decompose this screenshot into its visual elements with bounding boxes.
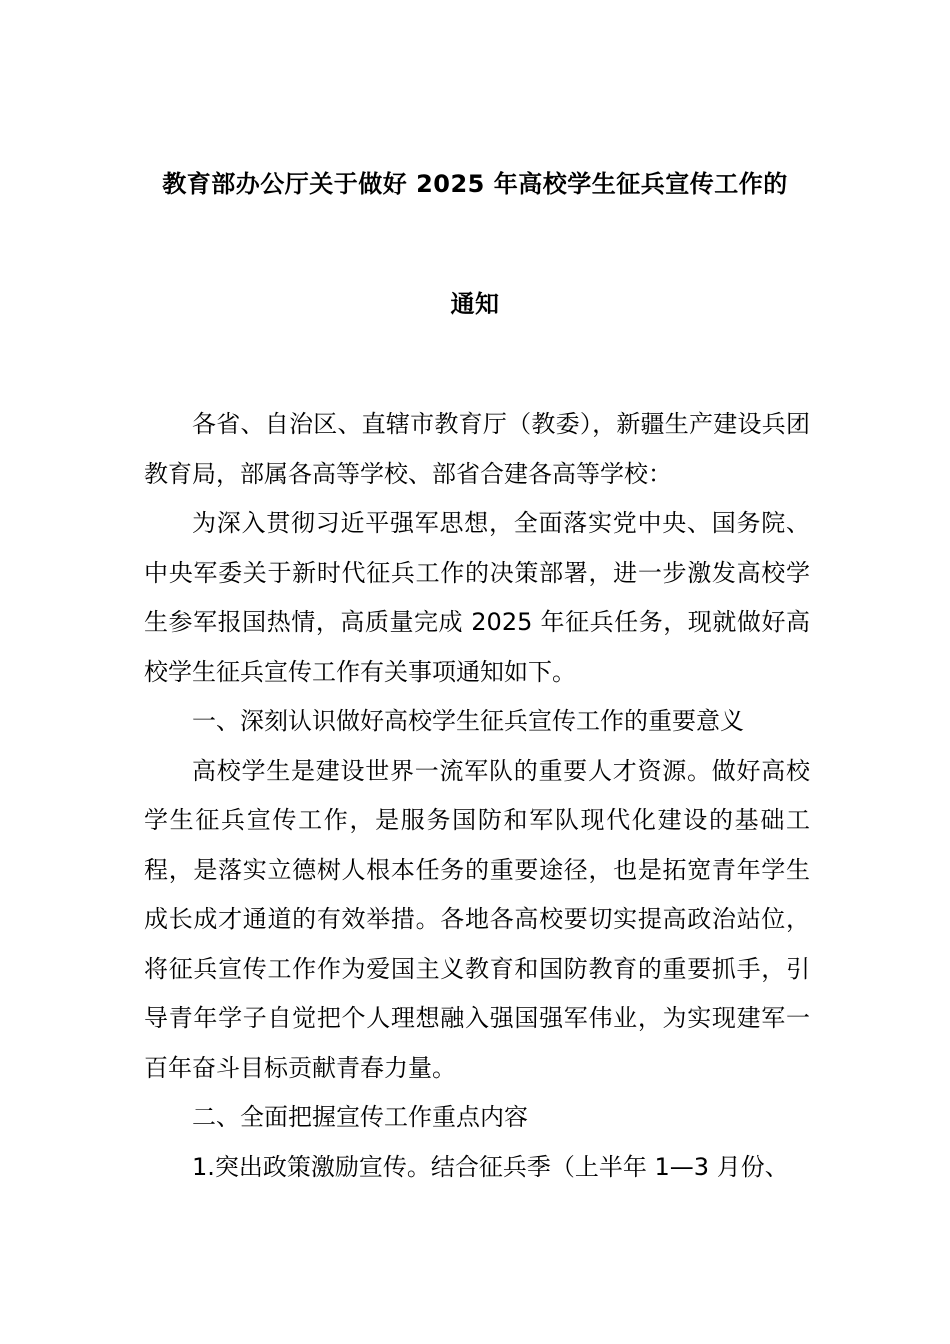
document-title-line-2: 通知 [450, 290, 500, 318]
document-body [144, 400, 810, 1192]
addressee-paragraph: 各省、自治区、直辖市教育厅（教委），新疆生产建设兵团教育局，部属各高等学校、部省合建各高等学校： [144, 410, 810, 488]
section-1-heading: 一、深刻认识做好高校学生征兵宣传工作的重要意义 [192, 707, 744, 735]
item-1-start: 1.突出政策激励宣传。结合征兵季（上半年 1—3 月份、 [192, 1152, 789, 1181]
intro-paragraph: 为深入贯彻习近平强军思想，全面落实党中央、国务院、中央军委关于新时代征兵工作的决策部署，进一步激发高校学生参军报国热情，高质量完成 2025 年征兵任务，现就做好高校学生征兵宣传工作有关事项通知如下。 [144, 509, 810, 686]
section-1-body: 高校学生是建设世界一流军队的重要人才资源。做好高校学生征兵宣传工作，是服务国防和军队现代化建设的基础工程，是落实立德树人根本任务的重要途径，也是拓宽青年学生成长成才通道的有效举措。各地各高校要切实提高政治站位，将征兵宣传工作作为爱国主义教育和国防教育的重要抓手，引导青年学子自觉把个人理想融入强国强军伟业，为实现建军一百年奋斗目标贡献青春力量。 [144, 756, 810, 1082]
section-2-heading: 二、全面把握宣传工作重点内容 [192, 1103, 528, 1131]
document-title-line-1: 教育部办公厅关于做好 2025 年高校学生征兵宣传工作的 [162, 170, 788, 198]
